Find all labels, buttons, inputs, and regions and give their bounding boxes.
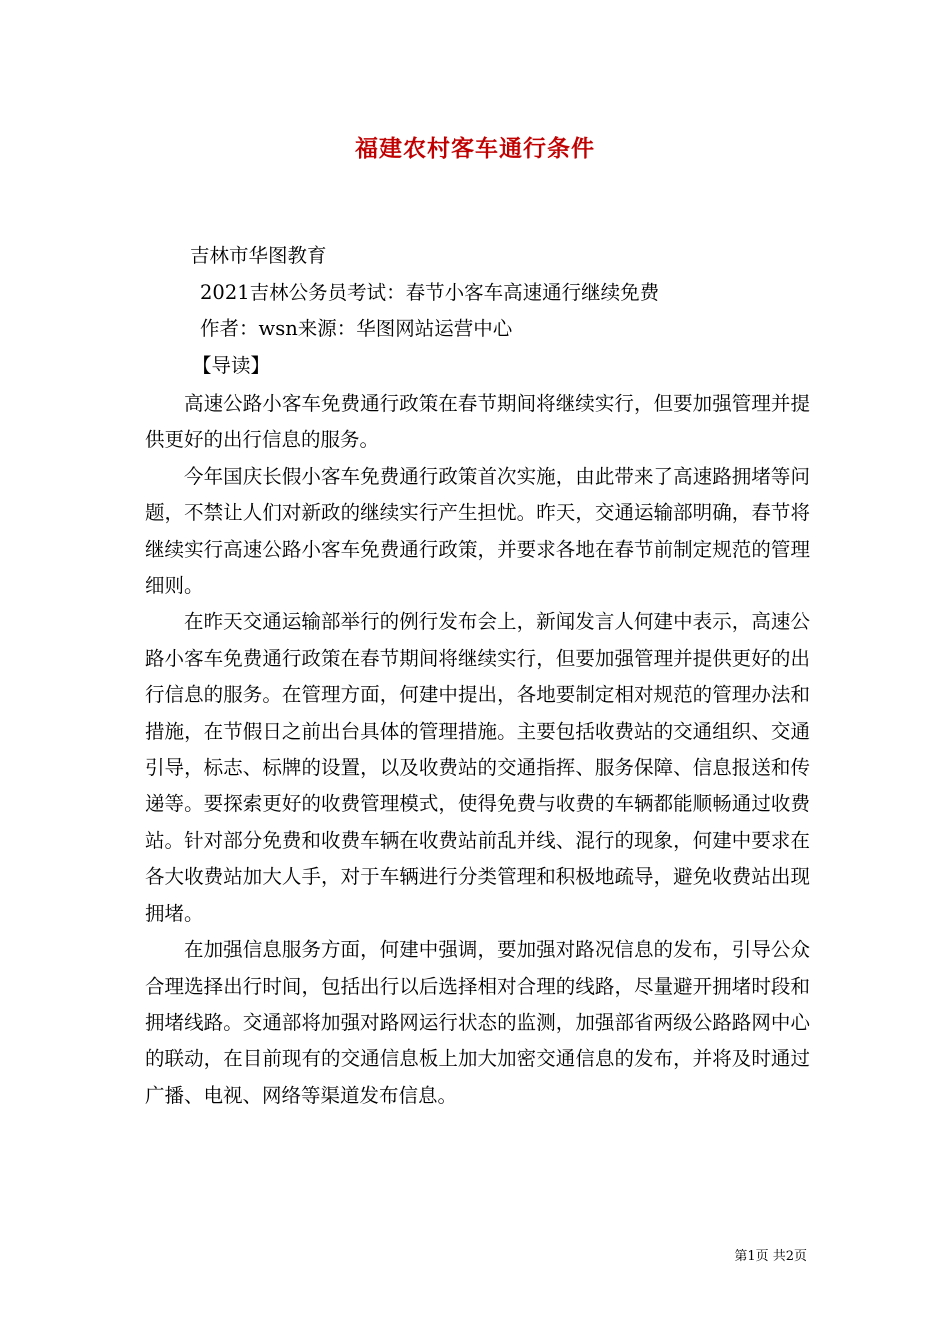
section-label: 【导读】 bbox=[192, 354, 271, 377]
paragraph-1: 高速公路小客车免费通行政策在春节期间将继续实行，但要加强管理并提供更好的出行信息的服务。 bbox=[145, 392, 810, 452]
page-number: 第1页 共2页 bbox=[734, 1249, 807, 1264]
paragraph-2: 今年国庆长假小客车免费通行政策首次实施，由此带来了高速路拥堵等问题，不禁让人们对新政的继续实行产生担忧。昨天，交通运输部明确，春节将继续实行高速公路小客车免费通行政策，并要求各地在春节前制定规范的管理细则。 bbox=[145, 464, 810, 598]
article-body bbox=[145, 386, 810, 1114]
paragraph-3: 在昨天交通运输部举行的例行发布会上，新闻发言人何建中表示，高速公路小客车免费通行政策在春节期间将继续实行，但要加强管理并提供更好的出行信息的服务。在管理方面，何建中提出，各地要制定相对规范的管理办法和措施，在节假日之前出台具体的管理措施。主要包括收费站的交通组织、交通引导，标志、标牌的设置，以及收费站的交通指挥、服务保障、信息报送和传递等。要探索更好的收费管理模式，使得免费与收费的车辆都能顺畅通过收费站。针对部分免费和收费车辆在收费站前乱并线、混行的现象，何建中要求在各大收费站加大人手，对于车辆进行分类管理和积极地疏导，避免收费站出现拥堵。 bbox=[145, 610, 810, 925]
byline-line: 作者：wsn来源：华图网站运营中心 bbox=[200, 317, 513, 340]
document-title: 福建农村客车通行条件 bbox=[355, 135, 595, 162]
paragraph-4: 在加强信息服务方面，何建中强调，要加强对路况信息的发布，引导公众合理选择出行时间，包括出行以后选择相对合理的线路，尽量避开拥堵时段和拥堵线路。交通部将加强对路网运行状态的监测，加强部省两级公路路网中心的联动，在目前现有的交通信息板上加大加密交通信息的发布，并将及时通过广播、电视、网络等渠道发布信息。 bbox=[145, 938, 810, 1107]
headline-line: 2021吉林公务员考试：春节小客车高速通行继续免费 bbox=[200, 281, 660, 304]
organization-line: 吉林市华图教育 bbox=[190, 244, 327, 267]
